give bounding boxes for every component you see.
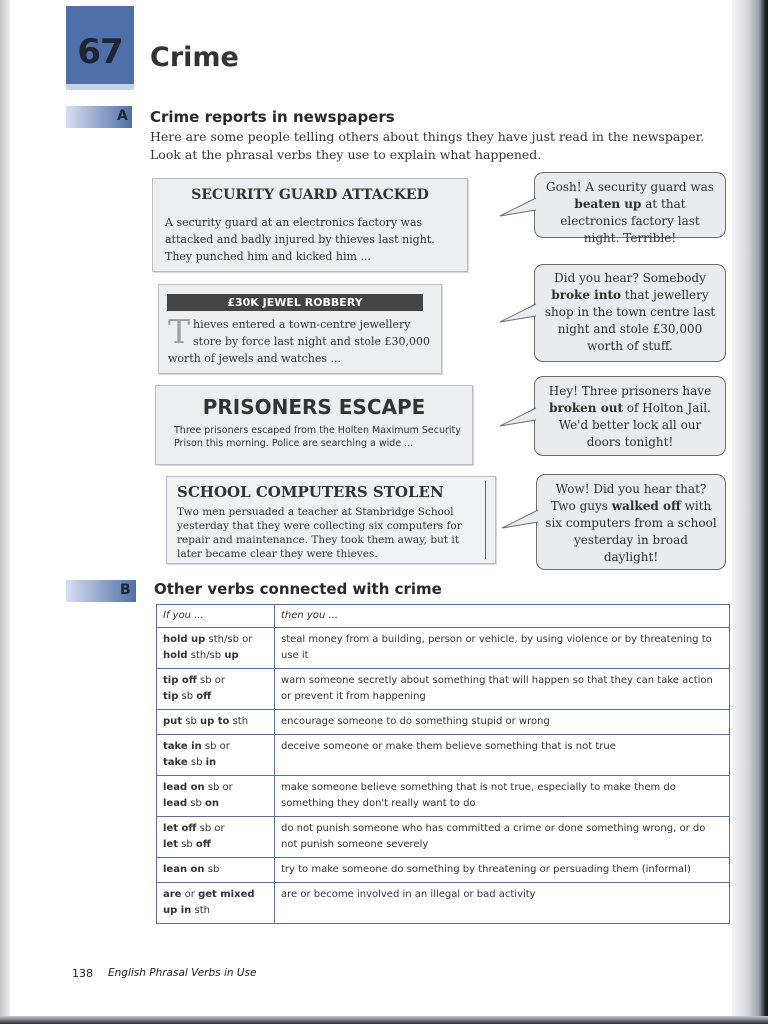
phrasal-verb-part: tip off bbox=[163, 675, 197, 686]
table-row bbox=[157, 883, 730, 924]
object-placeholder: sb bbox=[204, 864, 220, 875]
crime-verbs-table bbox=[156, 604, 730, 924]
object-placeholder: sb bbox=[187, 798, 206, 809]
table-row bbox=[157, 669, 730, 710]
bubble-text: Gosh! A security guard was bbox=[546, 180, 714, 194]
table-row bbox=[157, 710, 730, 735]
phrasal-verb-cell bbox=[157, 817, 275, 858]
object-placeholder: sb bbox=[187, 757, 206, 768]
meaning-cell: deceive someone or make them believe something that is not true bbox=[275, 735, 730, 776]
phrasal-verb-part: on bbox=[205, 798, 220, 809]
speech-bubble-1 bbox=[534, 172, 726, 245]
bubble-text: of Holton Jail. We'd better lock all our doors tonight! bbox=[558, 401, 711, 449]
section-a-letter: A bbox=[117, 108, 128, 124]
section-b-letter: B bbox=[120, 582, 131, 598]
meaning-cell: do not punish someone who has committed a crime or done something wrong, or do not punish someone severely bbox=[275, 817, 730, 858]
news-clipping-security-guard bbox=[152, 178, 468, 272]
phrasal-verb-cell bbox=[157, 669, 275, 710]
object-placeholder: sb or bbox=[196, 675, 225, 686]
phrasal-verb-part: put bbox=[163, 716, 183, 727]
speech-bubble-4-tail bbox=[500, 508, 540, 534]
clipping-dropcap: T bbox=[168, 312, 191, 351]
phrasal-verb-part: in bbox=[205, 757, 217, 768]
phrasal-verb-cell bbox=[157, 710, 275, 735]
object-placeholder: sth bbox=[191, 905, 210, 916]
meaning-cell: warn someone secretly about something that will happen so that they can take action or prevent it from happening bbox=[275, 669, 730, 710]
clipping-body-text: hieves entered a town-centre jewellery store by force last night and stole £30,000 worth of jewels and watches ... bbox=[168, 318, 431, 365]
speech-bubble-3 bbox=[534, 376, 726, 456]
phrasal-verb-cell bbox=[157, 858, 275, 883]
object-placeholder: sb or bbox=[196, 823, 225, 834]
speech-bubble-3-tail bbox=[498, 406, 538, 432]
speech-bubble-1-tail bbox=[498, 196, 538, 222]
phrasal-verb-part: take in bbox=[163, 741, 202, 752]
bubble-text: that jewellery shop in the town centre last night and stole £30,000 worth of stuff. bbox=[544, 288, 716, 353]
meaning-cell: try to make someone do something by threatening or persuading them (informal) bbox=[275, 858, 730, 883]
table-row bbox=[157, 858, 730, 883]
section-a-heading: Crime reports in newspapers bbox=[150, 108, 395, 126]
phrasal-verb-part: let bbox=[163, 839, 178, 850]
phrasal-verb-part: lean on bbox=[163, 864, 205, 875]
clipping-headline: SCHOOL COMPUTERS STOLEN bbox=[177, 483, 444, 501]
page-bottom-edge bbox=[0, 1016, 768, 1024]
bubble-text: with six computers from a school yesterday in broad daylight! bbox=[545, 499, 717, 564]
section-b-heading: Other verbs connected with crime bbox=[154, 580, 442, 598]
phrasal-verb-cell bbox=[157, 735, 275, 776]
speech-bubble-2 bbox=[534, 264, 726, 362]
phrasal-verb-cell bbox=[157, 883, 275, 924]
phrasal-verb-part: up bbox=[224, 650, 239, 661]
object-placeholder: sth/sb or bbox=[205, 634, 253, 645]
object-placeholder: sb bbox=[182, 716, 200, 727]
object-placeholder: sth/sb bbox=[187, 650, 225, 661]
speech-bubble-2-tail bbox=[498, 302, 538, 328]
clipping-body: A security guard at an electronics factory was attacked and badly injured by thieves last night. They punched him and kicked him ... bbox=[165, 216, 435, 263]
phrasal-verb-cell bbox=[157, 776, 275, 817]
phrasal-verb-part: off bbox=[195, 839, 211, 850]
table-row bbox=[157, 735, 730, 776]
section-a-intro: Here are some people telling others about things they have just read in the newspaper. Look at the phrasal verbs they use to explain what happened. bbox=[150, 129, 705, 162]
news-clipping-jewel-robbery bbox=[158, 284, 442, 374]
object-placeholder: sb bbox=[178, 691, 197, 702]
object-placeholder: sth bbox=[229, 716, 249, 727]
bubble-phrasal-verb: broke into bbox=[551, 288, 622, 302]
book-spine bbox=[732, 0, 768, 1024]
table-row bbox=[157, 817, 730, 858]
speech-bubble-4 bbox=[536, 474, 726, 570]
table-header-row bbox=[157, 605, 730, 628]
meaning-cell: are or become involved in an illegal or bad activity bbox=[275, 883, 730, 924]
header-then-you: then you ... bbox=[275, 605, 730, 628]
meaning-cell: steal money from a building, person or vehicle, by using violence or by threatening to use it bbox=[275, 628, 730, 669]
bubble-text: Did you hear? Somebody bbox=[554, 271, 706, 285]
unit-block-underline bbox=[66, 84, 134, 90]
phrasal-verb-part: hold up bbox=[163, 634, 206, 645]
table-row bbox=[157, 776, 730, 817]
phrasal-verb-part: lead bbox=[163, 798, 188, 809]
book-title: English Phrasal Verbs in Use bbox=[108, 967, 257, 979]
table-row bbox=[157, 628, 730, 669]
object-placeholder: or bbox=[181, 889, 199, 900]
news-clipping-prisoners-escape bbox=[155, 385, 473, 465]
unit-title: Crime bbox=[150, 42, 239, 73]
column-rule bbox=[485, 481, 486, 559]
clipping-headline: PRISONERS ESCAPE bbox=[202, 395, 426, 419]
clipping-body: Three prisoners escaped from the Holten Maximum Security Prison this morning. Police are searching a wide ... bbox=[174, 425, 461, 449]
bubble-phrasal-verb: walked off bbox=[611, 499, 681, 513]
meaning-cell: encourage someone to do something stupid or wrong bbox=[275, 710, 730, 735]
bubble-phrasal-verb: broken out bbox=[549, 401, 623, 415]
page-left-shadow bbox=[0, 0, 10, 1024]
phrasal-verb-part: off bbox=[196, 691, 212, 702]
clipping-headline: £30K JEWEL ROBBERY bbox=[167, 294, 423, 311]
phrasal-verb-part: let off bbox=[163, 823, 197, 834]
clipping-body bbox=[168, 312, 434, 367]
page-number: 138 bbox=[72, 967, 93, 980]
bubble-text: at that electronics factory last night. Terrible! bbox=[560, 197, 700, 245]
phrasal-verb-part: lead on bbox=[163, 782, 205, 793]
object-placeholder: sb or bbox=[204, 782, 233, 793]
bubble-text: Hey! Three prisoners have bbox=[548, 384, 712, 398]
phrasal-verb-part: tip bbox=[163, 691, 179, 702]
object-placeholder: sb or bbox=[201, 741, 230, 752]
phrasal-verb-part: take bbox=[163, 757, 188, 768]
phrasal-verb-part: are bbox=[163, 889, 182, 900]
bubble-text: Wow! Did you hear that? Two guys bbox=[550, 482, 707, 513]
news-clipping-school-computers bbox=[166, 476, 496, 564]
header-if-you: If you ... bbox=[157, 605, 275, 628]
unit-number: 67 bbox=[77, 32, 123, 72]
bubble-phrasal-verb: beaten up bbox=[574, 197, 642, 211]
phrasal-verb-part: up in bbox=[163, 905, 192, 916]
object-placeholder: sb bbox=[178, 839, 196, 850]
phrasal-verb-cell bbox=[157, 628, 275, 669]
meaning-cell: make someone believe something that is not true, especially to make them do something they don't really want to do bbox=[275, 776, 730, 817]
phrasal-verb-part: get mixed bbox=[198, 889, 255, 900]
clipping-body: Two men persuaded a teacher at Stanbridge School yesterday that they were collecting six computers for repair and maintenance. They took them away, but it later became clear they were thieves. bbox=[177, 506, 462, 560]
phrasal-verb-part: up to bbox=[199, 716, 230, 727]
phrasal-verb-part: hold bbox=[163, 650, 188, 661]
clipping-headline: SECURITY GUARD ATTACKED bbox=[191, 187, 429, 203]
